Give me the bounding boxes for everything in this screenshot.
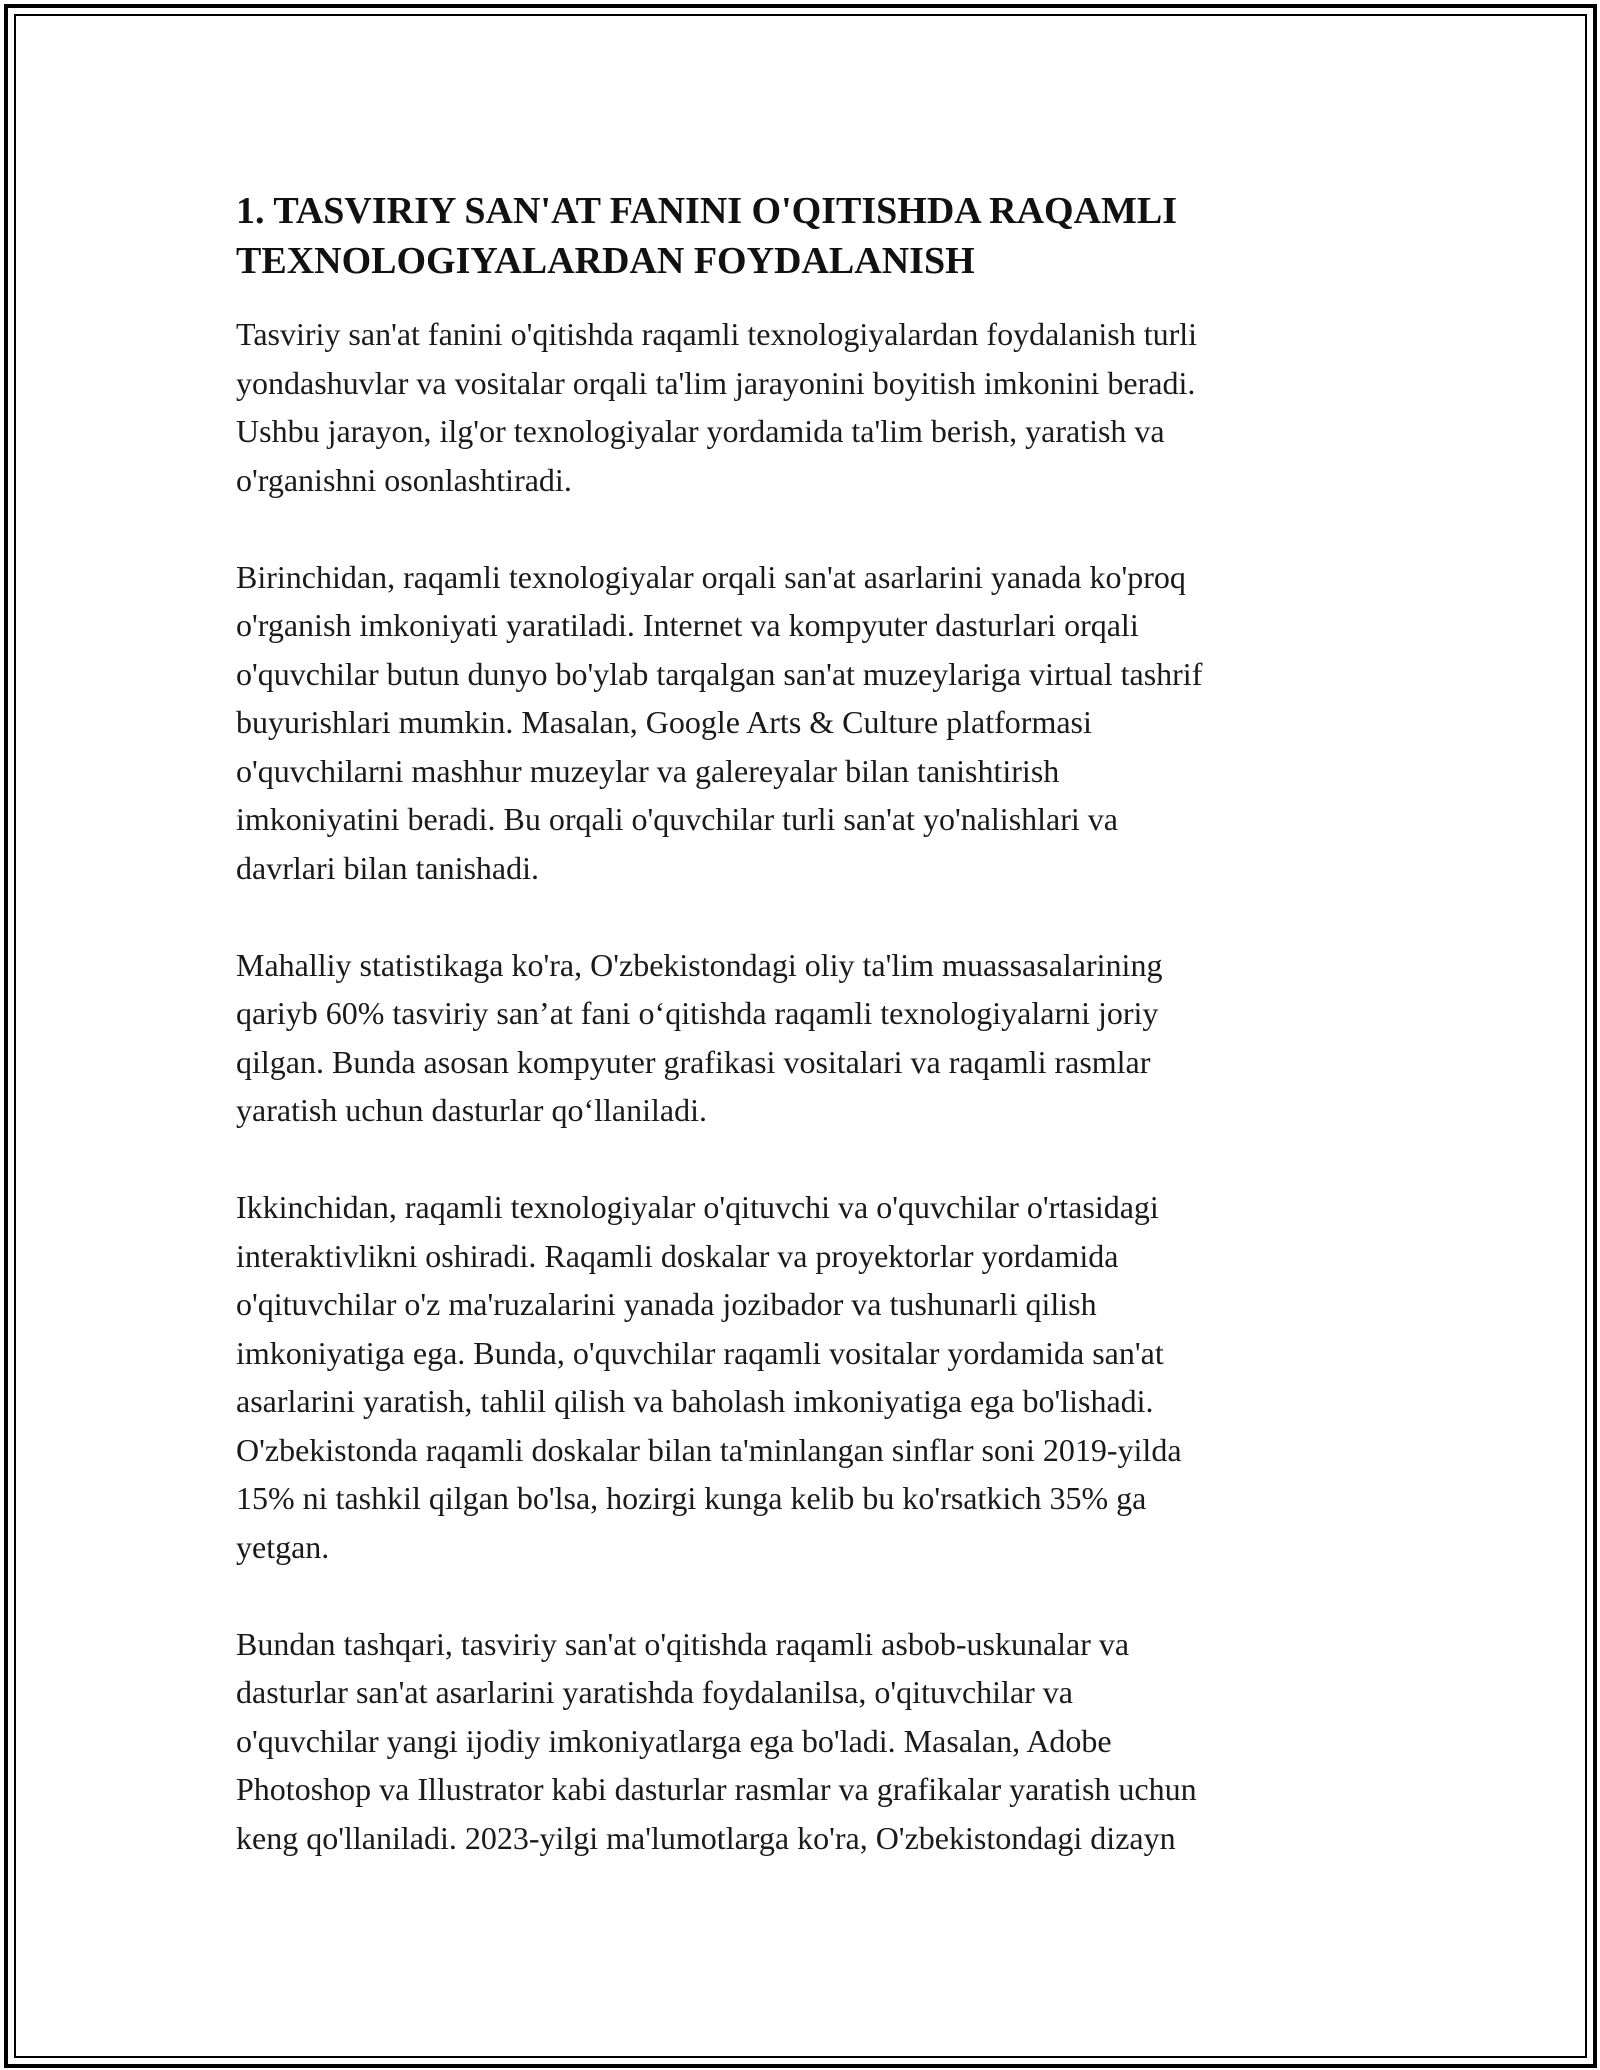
text-line: 15% ni tashkil qilgan bo'lsa, hozirgi kunga kelib bu ko'rsatkich 35% ga: [236, 1480, 1147, 1516]
document-body: [236, 186, 1386, 1911]
paragraph-statistics: [236, 941, 1386, 1135]
text-line: o'qituvchilar o'z ma'ruzalarini yanada jozibador va tushunarli qilish: [236, 1286, 1097, 1322]
paragraph-first: [236, 553, 1386, 893]
text-line: dasturlar san'at asarlarini yaratishda foydalanilsa, o'qituvchilar va: [236, 1674, 1073, 1710]
paragraph-intro: [236, 310, 1386, 504]
heading-line-2: TEXNOLOGIYALARDAN FOYDALANISH: [236, 240, 975, 282]
text-line: Ushbu jarayon, ilg'or texnologiyalar yordamida ta'lim berish, yaratish va: [236, 413, 1165, 449]
text-line: Mahalliy statistikaga ko'ra, O'zbekistondagi oliy ta'lim muassasalarining: [236, 946, 1163, 983]
text-line: Bundan tashqari, tasviriy san'at o'qitishda raqamli asbob-uskunalar va: [236, 1625, 1130, 1662]
text-line: imkoniyatiga ega. Bunda, o'quvchilar raqamli vositalar yordamida san'at: [236, 1334, 1164, 1371]
text-line: yondashuvlar va vositalar orqali ta'lim jarayonini boyitish imkonini beradi.: [236, 364, 1196, 401]
text-line: Tasviriy san'at fanini o'qitishda raqamli texnologiyalardan foydalanish turli: [236, 316, 1198, 352]
text-line: imkoniyatini beradi. Bu orqali o'quvchilar turli san'at yo'nalishlari va: [236, 801, 1118, 837]
text-line: Photoshop va Illustrator kabi dasturlar rasmlar va grafikalar yaratish uchun: [236, 1771, 1197, 1807]
text-line: yetgan.: [236, 1528, 330, 1565]
heading-line-1: 1. TASVIRIY SAN'AT FANINI O'QITISHDA RAQAMLI: [236, 190, 1178, 232]
text-line: qilgan. Bunda asosan kompyuter grafikasi vositalari va raqamli rasmlar: [236, 1043, 1151, 1080]
text-line: buyurishlari mumkin. Masalan, Google Arts & Culture platformasi: [236, 704, 1092, 740]
text-line: Birinchidan, raqamli texnologiyalar orqali san'at asarlarini yanada ko'proq: [236, 558, 1186, 595]
text-line: asarlarini yaratish, tahlil qilish va baholash imkoniyatiga ega bo'lishadi.: [236, 1383, 1154, 1419]
text-line: o'quvchilar butun dunyo bo'ylab tarqalgan san'at muzeylariga virtual tashrif: [236, 655, 1203, 692]
text-line: o'rganish imkoniyati yaratiladi. Internet va kompyuter dasturlari orqali: [236, 607, 1139, 643]
paragraph-additionally: [236, 1620, 1386, 1863]
text-line: o'quvchilarni mashhur muzeylar va galereyalar bilan tanishtirish: [236, 752, 1060, 789]
text-line: yaratish uchun dasturlar qo‘llaniladi.: [236, 1092, 707, 1128]
text-line: interaktivlikni oshiradi. Raqamli doskalar va proyektorlar yordamida: [236, 1237, 1119, 1274]
paragraph-second: [236, 1183, 1386, 1571]
text-line: qariyb 60% tasviriy san’at fani o‘qitishda raqamli texnologiyalarni joriy: [236, 995, 1159, 1031]
text-line: davrlari bilan tanishadi.: [236, 849, 540, 886]
text-line: o'quvchilar yangi ijodiy imkoniyatlarga ega bo'ladi. Masalan, Adobe: [236, 1722, 1112, 1759]
text-line: Ikkinchidan, raqamli texnologiyalar o'qituvchi va o'quvchilar o'rtasidagi: [236, 1189, 1159, 1225]
text-line: O'zbekistonda raqamli doskalar bilan ta'minlangan sinflar soni 2019-yilda: [236, 1431, 1182, 1468]
text-line: o'rganishni osonlashtiradi.: [236, 461, 572, 498]
section-heading: [236, 186, 1386, 286]
text-line: keng qo'llaniladi. 2023-yilgi ma'lumotlarga ko'ra, O'zbekistondagi dizayn: [236, 1819, 1176, 1856]
